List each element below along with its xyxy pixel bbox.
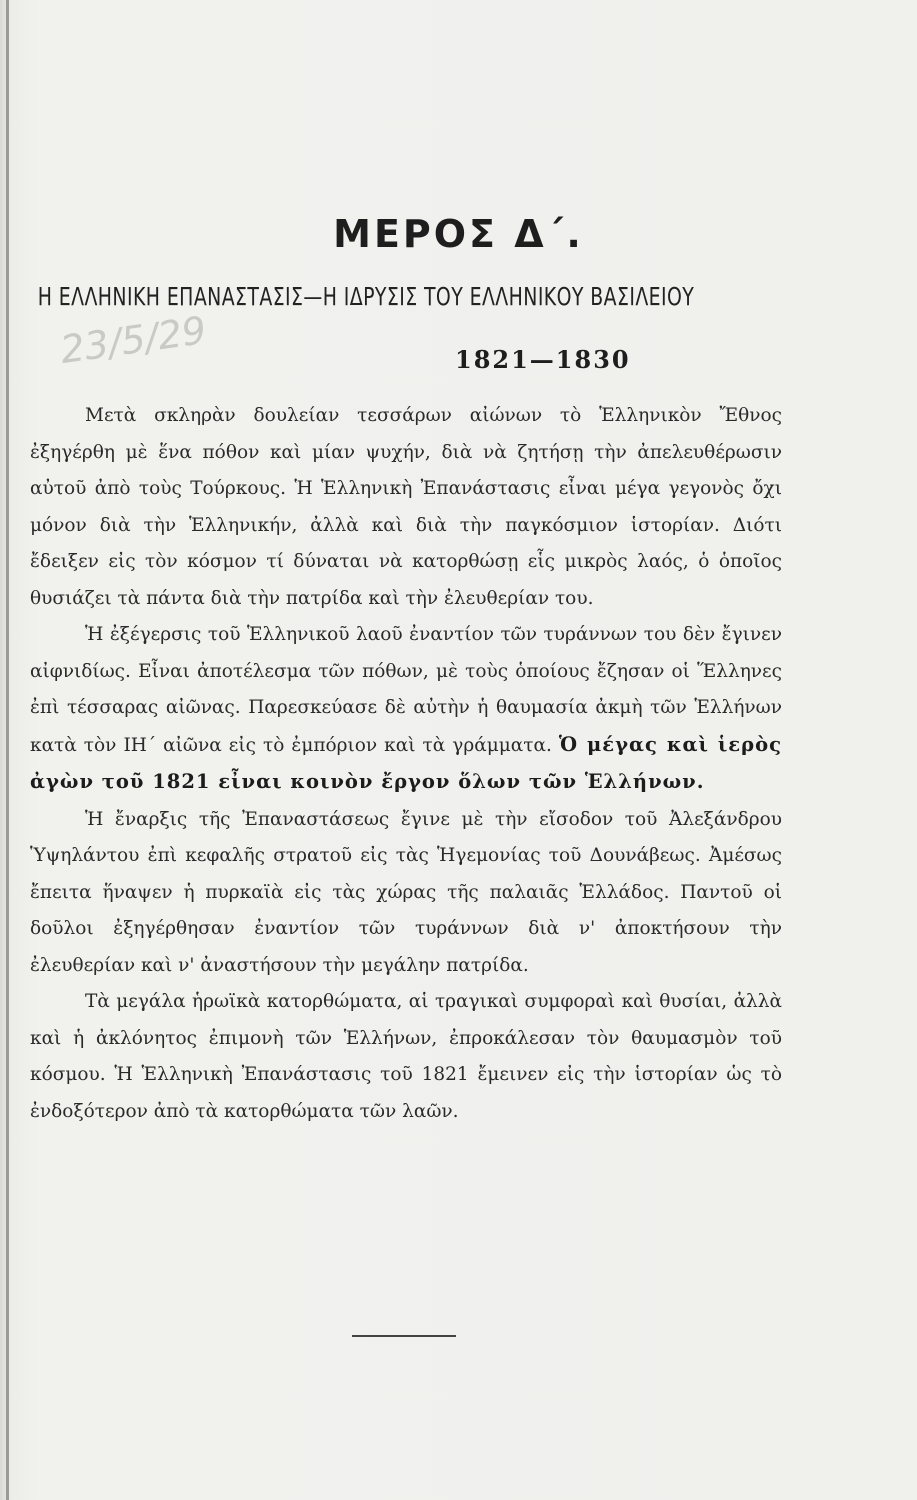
paragraph-4-text: Τὰ μεγάλα ἡρωϊκὰ κατορθώματα, αἱ τραγικαὶ συμφοραὶ καὶ θυσίαι, ἀλλὰ καὶ ἡ ἀκλόνητος ἐπιμονὴ τῶν Ἑλλήνων, ἐπροκάλεσαν τὸν θαυμασμὸν τοῦ κόσμου. Ἡ Ἑλληνικὴ Ἐπανάστασις τοῦ 1821 ἔμεινεν εἰς τὴν ἱστορίαν ὡς τὸ ἐνδοξότερον ἀπὸ τὰ κατορθώματα τῶν λαῶν. (30, 991, 782, 1122)
paragraph-3 (30, 802, 782, 985)
chapter-title: Η ΕΛΛΗΝΙΚΗ ΕΠΑΝΑΣΤΑΣΙΣ—Η ΙΔΡΥΣΙΣ ΤΟΥ ΕΛΛΗΝΙΚΟΥ ΒΑΣΙΛΕΙΟΥ (37, 282, 695, 311)
part-title: ΜΕΡΟΣ Δ΄. (333, 212, 584, 256)
paragraph-1-text: Μετὰ σκληρὰν δουλείαν τεσσάρων αἰώνων τὸ Ἑλληνικὸν Ἔθνος ἐξηγέρθη μὲ ἕνα πόθον καὶ μίαν ψυχήν, διὰ νὰ ζητήσῃ τὴν ἀπελευθέρωσιν αὐτοῦ ἀπὸ τοὺς Τούρκους. Ἡ Ἑλληνικὴ Ἐπανάστασις εἶναι μέγα γεγονὸς ὄχι μόνον διὰ τὴν Ἑλληνικήν, ἀλλὰ καὶ διὰ τὴν παγκόσμιον ἱστορίαν. Διότι ἔδειξεν εἰς τὸν κόσμον τί δύναται νὰ κατορθώσῃ εἷς μικρὸς λαός, ὁ ὁποῖος θυσιάζει τὰ πάντα διὰ τὴν πατρίδα καὶ τὴν ἐλευθερίαν του. (30, 405, 782, 609)
chapter-years: 1821—1830 (455, 345, 631, 374)
paragraph-1 (30, 398, 782, 617)
paragraph-2-bold-text: Ὁ μέγας καὶ ἱερὸς ἀγὼν τοῦ 1821 εἶναι κοινὸν ἔργον ὅλων τῶν Ἑλλήνων. (30, 732, 782, 793)
section-end-rule (352, 1335, 456, 1337)
paragraph-2 (30, 617, 782, 802)
paragraph-3-text: Ἡ ἔναρξις τῆς Ἐπαναστάσεως ἔγινε μὲ τὴν εἴσοδον τοῦ Ἀλεξάνδρου Ὑψηλάντου ἐπὶ κεφαλῆς στρατοῦ εἰς τὰς Ἡγεμονίας τοῦ Δουνάβεως. Ἀμέσως ἔπειτα ἥναψεν ἡ πυρκαϊὰ εἰς τὰς χώρας τῆς παλαιᾶς Ἑλλάδος. Παντοῦ οἱ δοῦλοι ἐξηγέρθησαν ἐναντίον τῶν τυράννων διὰ ν' ἀποκτήσουν τὴν ἐλευθερίαν καὶ ν' ἀναστήσουν τὴν μεγάλην πατρίδα. (30, 808, 782, 976)
paragraph-4 (30, 984, 782, 1130)
pencil-date-mark: 23/5/29 (57, 308, 209, 372)
body-text (30, 398, 782, 1130)
paragraph-2-text: Ἡ ἐξέγερσις τοῦ Ἑλληνικοῦ λαοῦ ἐναντίον τῶν τυράννων του δὲν ἔγινεν αἰφνιδίως. Εἶναι ἀποτέλεσμα τῶν πόθων, μὲ τοὺς ὁποίους ἔζησαν οἱ Ἕλληνες ἐπὶ τέσσαρας αἰῶνας. Παρεσκεύασε δὲ αὐτὴν ἡ θαυμασία ἀκμὴ τῶν Ἑλλήνων κατὰ τὸν ΙΗ΄ αἰῶνα εἰς τὸ ἐμπόριον καὶ τὰ γράμματα. (30, 624, 782, 756)
